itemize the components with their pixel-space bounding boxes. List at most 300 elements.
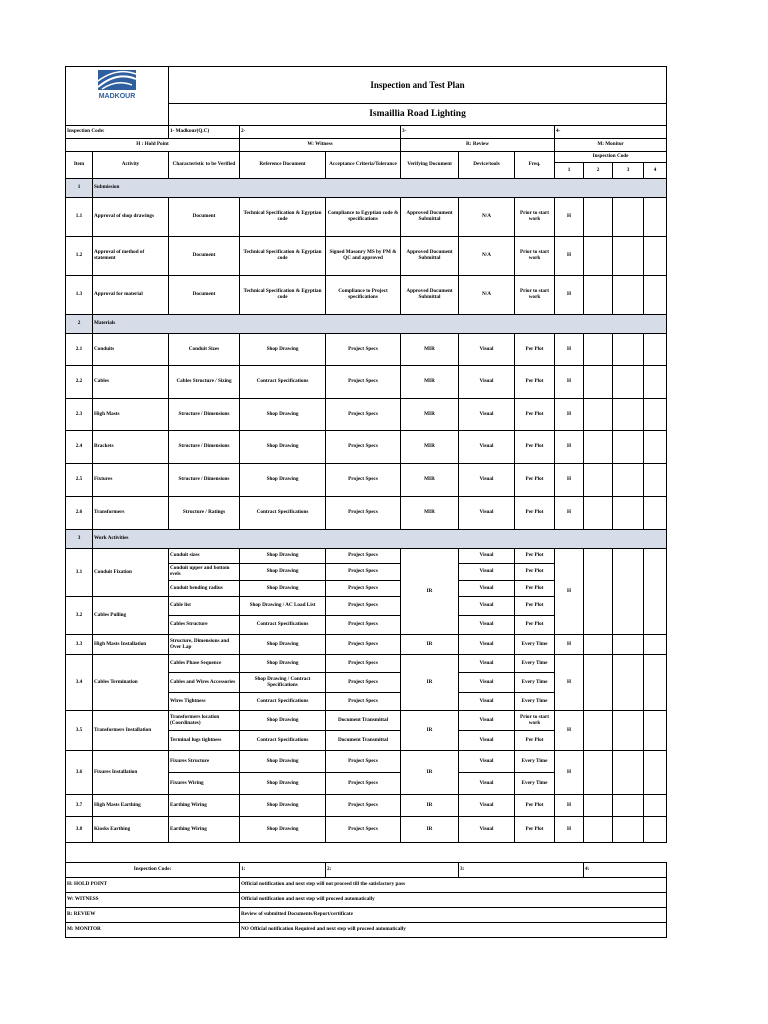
table-cell xyxy=(644,795,667,817)
table-cell xyxy=(644,635,667,655)
table-cell: Cables Structure xyxy=(169,616,240,635)
legend-code: M: MONITOR xyxy=(66,923,240,938)
table-cell: Visual xyxy=(459,731,515,751)
table-cell: 3.7 xyxy=(66,795,93,817)
table-cell: 3.8 xyxy=(66,817,93,843)
table-cell: 1 xyxy=(66,179,93,198)
table-cell: Per Plot xyxy=(515,795,555,817)
table-cell xyxy=(584,198,613,237)
table-cell: H xyxy=(555,334,584,366)
table-cell: Contract Specifications xyxy=(240,693,326,711)
table-cell: H xyxy=(555,497,584,530)
inspection-code-row xyxy=(66,126,667,139)
table-row xyxy=(66,635,667,655)
inspector-4: 4- xyxy=(555,126,667,139)
code-col-4: 4 xyxy=(644,163,667,179)
table-cell xyxy=(613,399,644,431)
table-cell: Visual xyxy=(459,366,515,399)
table-cell: H xyxy=(555,276,584,315)
table-cell: Prior to start work xyxy=(515,711,555,731)
table-cell: Approval for material xyxy=(93,276,169,315)
table-cell: Visual xyxy=(459,581,515,597)
table-cell: Shop Drawing xyxy=(240,773,326,795)
table-cell: Visual xyxy=(459,711,515,731)
table-cell: H xyxy=(555,711,584,751)
table-cell: Every Time xyxy=(515,635,555,655)
table-cell xyxy=(644,711,667,751)
table-cell xyxy=(613,276,644,315)
table-cell xyxy=(584,497,613,530)
table-cell: Structure / Dimensions xyxy=(169,464,240,497)
legend-row xyxy=(66,923,667,938)
table-cell: Conduits xyxy=(93,334,169,366)
inspector-3: 3- xyxy=(401,126,555,139)
table-cell: Structure, Dimensions and Over Lap xyxy=(169,635,240,655)
table-cell: Technical Specification & Egyptian code xyxy=(240,198,326,237)
table-row xyxy=(66,366,667,399)
table-cell: Technical Specification & Egyptian code xyxy=(240,276,326,315)
table-cell xyxy=(584,334,613,366)
table-cell: Project Specs xyxy=(326,693,401,711)
table-cell: Shop Drawing / AC Load List xyxy=(240,597,326,616)
table-cell: IR xyxy=(401,751,459,795)
table-cell: MIR xyxy=(401,399,459,431)
inspector-1: 1- Madkour(Q.C) xyxy=(169,126,240,139)
table-cell xyxy=(584,237,613,276)
table-cell xyxy=(644,431,667,464)
table-cell xyxy=(644,751,667,795)
table-cell: H xyxy=(555,549,584,635)
table-cell: Project Specs xyxy=(326,597,401,616)
section-row xyxy=(66,315,667,334)
col-acceptance: Acceptance Criteria/Tolerance xyxy=(326,152,401,179)
hold-point-abbrev: H : Hold Point xyxy=(66,139,240,152)
table-cell: 2.6 xyxy=(66,497,93,530)
table-cell: Cables Pulling xyxy=(93,597,169,635)
spacer-row xyxy=(66,843,667,863)
table-cell: 2.4 xyxy=(66,431,93,464)
table-cell: N/A xyxy=(459,198,515,237)
table-cell: Cables Phase Sequence xyxy=(169,655,240,673)
table-cell xyxy=(584,751,613,795)
document-title: Inspection and Test Plan xyxy=(169,67,667,104)
table-cell: Contract Specifications xyxy=(240,616,326,635)
table-cell: IR xyxy=(401,655,459,711)
table-cell: H xyxy=(555,817,584,843)
madkour-logo-icon xyxy=(92,69,142,99)
table-cell: Every Time xyxy=(515,773,555,795)
table-cell: Per Plot xyxy=(515,731,555,751)
table-cell: 2.2 xyxy=(66,366,93,399)
table-cell xyxy=(644,497,667,530)
table-cell: Per Plot xyxy=(515,464,555,497)
project-name: Ismaillia Road Lighting xyxy=(169,103,667,126)
table-cell: N/A xyxy=(459,237,515,276)
table-cell: Shop Drawing xyxy=(240,711,326,731)
table-cell xyxy=(66,843,667,863)
table-cell: Visual xyxy=(459,431,515,464)
review-abbrev: R: Review xyxy=(401,139,555,152)
table-cell: Cable list xyxy=(169,597,240,616)
table-cell: 2: xyxy=(326,863,459,878)
table-cell xyxy=(644,334,667,366)
table-cell: 3.6 xyxy=(66,751,93,795)
table-cell: 2 xyxy=(66,315,93,334)
table-cell: Project Specs xyxy=(326,673,401,693)
table-cell: Contract Specifications xyxy=(240,497,326,530)
table-cell: High Masts Installation xyxy=(93,635,169,655)
table-cell: Visual xyxy=(459,616,515,635)
table-cell: Project Specs xyxy=(326,399,401,431)
table-cell: Structure / Dimensions xyxy=(169,399,240,431)
table-cell: Per Plot xyxy=(515,564,555,581)
legend-row xyxy=(66,908,667,923)
abbreviation-row xyxy=(66,139,667,152)
table-row xyxy=(66,399,667,431)
col-verifying: Verifying Document xyxy=(401,152,459,179)
table-cell xyxy=(613,711,644,751)
table-row xyxy=(66,817,667,843)
table-cell: Conduit Fixation xyxy=(93,549,169,597)
table-cell: Approved Document Submittal xyxy=(401,237,459,276)
table-cell: H xyxy=(555,399,584,431)
table-cell: Contract Specifications xyxy=(240,731,326,751)
table-cell xyxy=(644,817,667,843)
section-title: Materials xyxy=(93,315,667,334)
table-cell: Cables Termination xyxy=(93,655,169,711)
table-cell: 3.3 xyxy=(66,635,93,655)
table-cell xyxy=(584,817,613,843)
table-cell: Cables xyxy=(93,366,169,399)
table-cell: H xyxy=(555,237,584,276)
table-cell xyxy=(613,795,644,817)
table-cell: Approved Document Submittal xyxy=(401,276,459,315)
table-cell: N/A xyxy=(459,276,515,315)
table-cell: Document xyxy=(169,198,240,237)
table-cell: Visual xyxy=(459,751,515,773)
table-row xyxy=(66,549,667,564)
table-cell: IR xyxy=(401,635,459,655)
table-cell: 1.1 xyxy=(66,198,93,237)
col-activity: Activity xyxy=(93,152,169,179)
table-cell xyxy=(584,431,613,464)
table-cell: Prior to start work xyxy=(515,237,555,276)
table-cell: Shop Drawing xyxy=(240,399,326,431)
table-cell: Visual xyxy=(459,549,515,564)
table-cell: MIR xyxy=(401,497,459,530)
witness-abbrev: W: Witness xyxy=(240,139,401,152)
table-cell: Visual xyxy=(459,673,515,693)
table-cell: Per Plot xyxy=(515,549,555,564)
table-cell xyxy=(584,711,613,751)
table-cell: Compliance to Egyptian code & specifications xyxy=(326,198,401,237)
table-cell xyxy=(644,276,667,315)
table-cell: Visual xyxy=(459,795,515,817)
table-row xyxy=(66,276,667,315)
table-cell: Shop Drawing xyxy=(240,549,326,564)
table-cell xyxy=(613,655,644,711)
table-cell: 1.2 xyxy=(66,237,93,276)
table-cell: Prior to start work xyxy=(515,198,555,237)
table-cell: Document Transmittal xyxy=(326,731,401,751)
table-cell: MIR xyxy=(401,334,459,366)
table-cell: Shop Drawing xyxy=(240,464,326,497)
table-row xyxy=(66,655,667,673)
table-cell xyxy=(613,366,644,399)
table-cell xyxy=(644,464,667,497)
legend-desc: Review of submitted Documents/Report/certificate xyxy=(240,908,667,923)
table-cell: Project Specs xyxy=(326,655,401,673)
table-cell: 3.4 xyxy=(66,655,93,711)
table-cell xyxy=(613,198,644,237)
table-cell: 1: xyxy=(240,863,326,878)
table-row xyxy=(66,751,667,773)
col-frequency: Freq. xyxy=(515,152,555,179)
legend-code: W: WITNESS xyxy=(66,893,240,908)
table-cell: H xyxy=(555,464,584,497)
table-cell: Visual xyxy=(459,464,515,497)
table-cell xyxy=(613,817,644,843)
table-cell: Per Plot xyxy=(515,334,555,366)
table-cell: Project Specs xyxy=(326,635,401,655)
table-cell: IR xyxy=(401,817,459,843)
table-cell: IR xyxy=(401,795,459,817)
table-cell: 2.5 xyxy=(66,464,93,497)
table-cell: Transformers location (Coordinates) xyxy=(169,711,240,731)
table-cell: H xyxy=(555,795,584,817)
table-cell: Project Specs xyxy=(326,581,401,597)
table-row xyxy=(66,795,667,817)
table-cell: Kiosks Earthing xyxy=(93,817,169,843)
legend-desc: Official notification and next step will not proceed till the satisfactory pass xyxy=(240,878,667,893)
table-cell: Prior to start work xyxy=(515,276,555,315)
section-title: Work Activities xyxy=(93,530,667,549)
col-characteristic: Characteristic to be Verified xyxy=(169,152,240,179)
table-cell xyxy=(584,399,613,431)
table-row xyxy=(66,334,667,366)
table-cell xyxy=(613,549,644,635)
table-cell: Every Time xyxy=(515,655,555,673)
table-cell: Conduit bending radius xyxy=(169,581,240,597)
svg-text:MADKOUR: MADKOUR xyxy=(98,92,136,99)
table-cell: Technical Specification & Egyptian code xyxy=(240,237,326,276)
table-cell: Visual xyxy=(459,693,515,711)
section-row xyxy=(66,179,667,198)
table-cell: 2.3 xyxy=(66,399,93,431)
inspector-2: 2- xyxy=(240,126,401,139)
table-row xyxy=(66,198,667,237)
table-cell: Project Specs xyxy=(326,773,401,795)
table-cell: Project Specs xyxy=(326,549,401,564)
table-cell: Compliance to Project specifications xyxy=(326,276,401,315)
table-cell xyxy=(584,366,613,399)
table-cell: Shop Drawing xyxy=(240,751,326,773)
table-cell: 3.5 xyxy=(66,711,93,751)
table-cell xyxy=(584,276,613,315)
table-cell xyxy=(613,464,644,497)
table-cell: Shop Drawing / Contract Specifications xyxy=(240,673,326,693)
itp-table xyxy=(65,66,667,938)
project-row xyxy=(66,103,667,126)
table-cell: Structure / Dimensions xyxy=(169,431,240,464)
col-inspection-code: Inspection Code xyxy=(555,152,667,163)
inspection-code-label: Inspection Code: xyxy=(66,126,169,139)
table-cell: MIR xyxy=(401,366,459,399)
table-cell: Approved Document Submittal xyxy=(401,198,459,237)
table-cell: Per Plot xyxy=(515,399,555,431)
table-cell xyxy=(613,751,644,795)
table-cell: 3.2 xyxy=(66,597,93,635)
table-cell: Project Specs xyxy=(326,817,401,843)
table-cell: Visual xyxy=(459,497,515,530)
table-cell: Project Specs xyxy=(326,497,401,530)
table-cell: Conduit upper and bottom evels xyxy=(169,564,240,581)
table-cell: Project Specs xyxy=(326,431,401,464)
table-row xyxy=(66,237,667,276)
table-cell: Cables Structure / Sizing xyxy=(169,366,240,399)
table-row xyxy=(66,464,667,497)
table-cell: Per Plot xyxy=(515,431,555,464)
table-cell: IR xyxy=(401,549,459,635)
table-cell: Per Plot xyxy=(515,616,555,635)
table-cell: Cables and Wires Accessories xyxy=(169,673,240,693)
table-cell: Visual xyxy=(459,564,515,581)
table-cell xyxy=(613,635,644,655)
table-cell: Per Plot xyxy=(515,817,555,843)
table-cell: H xyxy=(555,198,584,237)
table-cell: Shop Drawing xyxy=(240,635,326,655)
column-header-row xyxy=(66,152,667,163)
code-col-3: 3 xyxy=(613,163,644,179)
table-cell: 3.1 xyxy=(66,549,93,597)
table-cell: Project Specs xyxy=(326,795,401,817)
table-cell xyxy=(584,464,613,497)
table-cell xyxy=(613,497,644,530)
table-cell: Brackets xyxy=(93,431,169,464)
table-cell: MIR xyxy=(401,464,459,497)
table-cell xyxy=(644,237,667,276)
section-row xyxy=(66,530,667,549)
table-cell: H xyxy=(555,751,584,795)
col-reference: Reference Document xyxy=(240,152,326,179)
table-cell: Shop Drawing xyxy=(240,581,326,597)
table-cell: Visual xyxy=(459,817,515,843)
legend-desc: Official notification and next step will proceed automatically xyxy=(240,893,667,908)
table-cell: Terminal lugs tightness xyxy=(169,731,240,751)
table-cell: Visual xyxy=(459,773,515,795)
table-cell: Document xyxy=(169,237,240,276)
table-cell: Project Specs xyxy=(326,564,401,581)
table-cell: Structure / Ratings xyxy=(169,497,240,530)
table-cell: MIR xyxy=(401,431,459,464)
table-cell: Earthing Wiring xyxy=(169,795,240,817)
legend-code: H: HOLD POINT xyxy=(66,878,240,893)
legend-title: Inspection Code: xyxy=(66,863,240,878)
table-cell: Visual xyxy=(459,334,515,366)
table-cell xyxy=(613,334,644,366)
col-item: Item xyxy=(66,152,93,179)
table-cell xyxy=(644,549,667,635)
table-cell: Transformers xyxy=(93,497,169,530)
table-cell: 1.3 xyxy=(66,276,93,315)
monitor-abbrev: M: Monitor xyxy=(555,139,667,152)
table-cell: Document xyxy=(169,276,240,315)
table-cell: Per Plot xyxy=(515,597,555,616)
table-cell xyxy=(66,103,169,126)
code-col-1: 1 xyxy=(555,163,584,179)
code-col-2: 2 xyxy=(584,163,613,179)
table-cell xyxy=(644,198,667,237)
table-cell: Project Specs xyxy=(326,616,401,635)
table-cell: Every Time xyxy=(515,751,555,773)
table-cell: Document Transmittal xyxy=(326,711,401,731)
table-cell: Shop Drawing xyxy=(240,564,326,581)
table-cell: 2.1 xyxy=(66,334,93,366)
table-cell: Approval of shop drawings xyxy=(93,198,169,237)
table-cell: Visual xyxy=(459,635,515,655)
table-row xyxy=(66,431,667,464)
table-cell: 4: xyxy=(584,863,667,878)
table-cell: Project Specs xyxy=(326,366,401,399)
table-cell: Shop Drawing xyxy=(240,817,326,843)
table-cell: Every Time xyxy=(515,673,555,693)
legend-desc: NO Official notification Required and next step will proceed automatically xyxy=(240,923,667,938)
table-cell xyxy=(584,795,613,817)
table-cell xyxy=(584,655,613,711)
table-cell: Shop Drawing xyxy=(240,795,326,817)
table-cell: Fixures Structure xyxy=(169,751,240,773)
itp-document xyxy=(65,66,666,938)
table-cell: H xyxy=(555,366,584,399)
legend-row xyxy=(66,878,667,893)
table-cell: Earthing Wiring xyxy=(169,817,240,843)
section-title: Submission xyxy=(93,179,667,198)
col-device: Device/tools xyxy=(459,152,515,179)
table-row xyxy=(66,497,667,530)
table-cell: IR xyxy=(401,711,459,751)
table-cell: Visual xyxy=(459,597,515,616)
table-cell: Transformers Installation xyxy=(93,711,169,751)
table-cell xyxy=(613,237,644,276)
table-cell: Project Specs xyxy=(326,334,401,366)
table-row xyxy=(66,711,667,731)
table-cell: Every Time xyxy=(515,693,555,711)
table-cell: 3: xyxy=(459,863,584,878)
table-cell: Visual xyxy=(459,399,515,431)
table-cell: Wires Tightness xyxy=(169,693,240,711)
legend-code: R: REVIEW xyxy=(66,908,240,923)
table-cell: Per Plot xyxy=(515,581,555,597)
table-cell: Project Specs xyxy=(326,464,401,497)
table-cell: Approval of method of statement xyxy=(93,237,169,276)
table-cell: Conduit sizes xyxy=(169,549,240,564)
table-cell: Contract Specifications xyxy=(240,366,326,399)
table-cell xyxy=(644,366,667,399)
table-cell: Per Plot xyxy=(515,366,555,399)
legend-row xyxy=(66,893,667,908)
table-cell: H xyxy=(555,655,584,711)
table-cell: Per Plot xyxy=(515,497,555,530)
table-cell: Visual xyxy=(459,655,515,673)
table-cell xyxy=(613,431,644,464)
table-cell: H xyxy=(555,431,584,464)
company-logo xyxy=(66,67,169,104)
table-cell: Shop Drawing xyxy=(240,334,326,366)
table-cell: Shop Drawing xyxy=(240,431,326,464)
table-cell xyxy=(644,399,667,431)
table-cell: Signed Masonry MS by PM & QC and approved xyxy=(326,237,401,276)
table-cell: Conduit Sizes xyxy=(169,334,240,366)
